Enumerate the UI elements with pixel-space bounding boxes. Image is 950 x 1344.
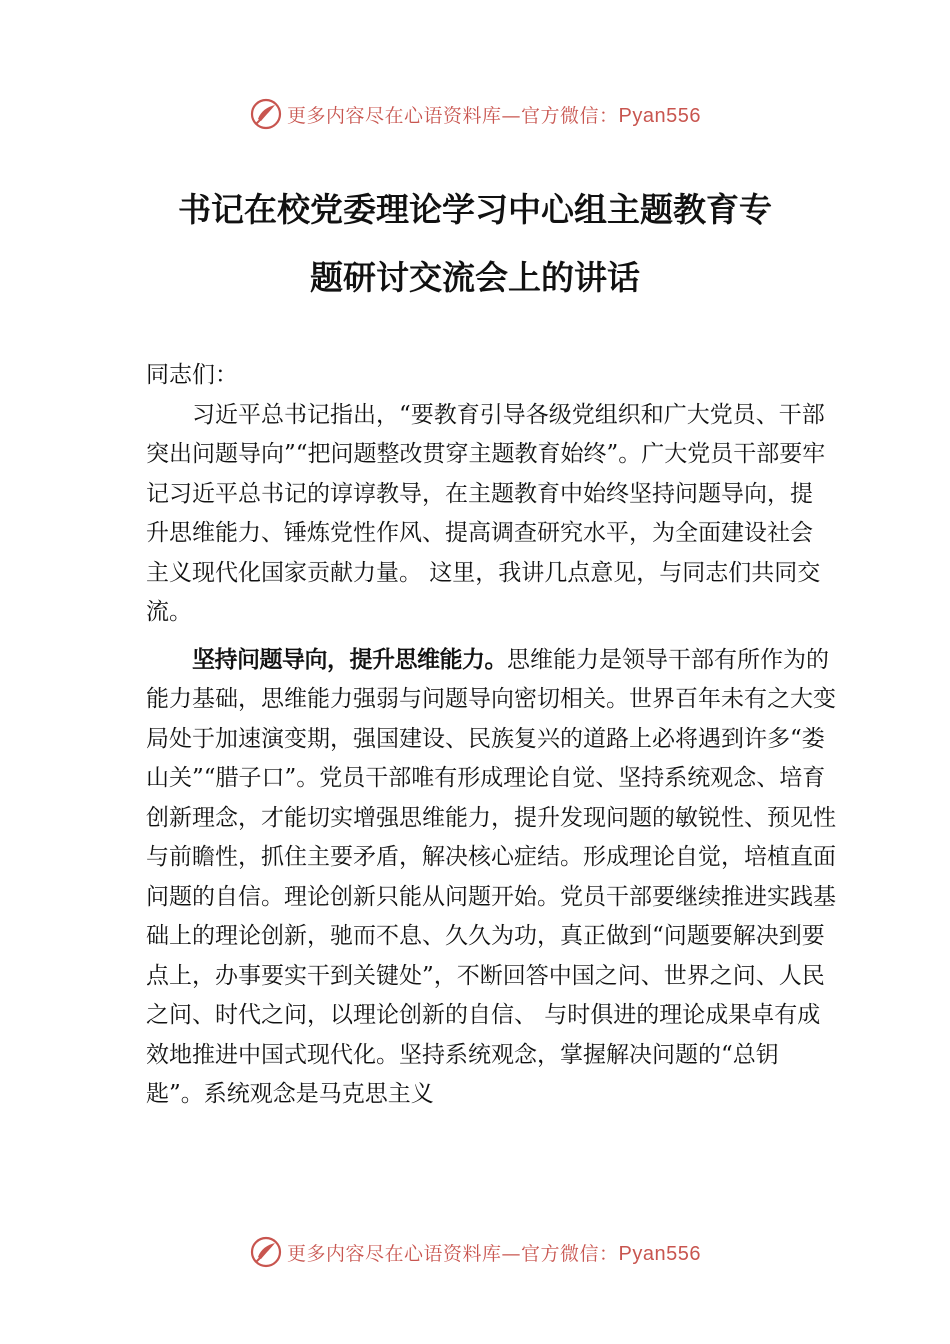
header-watermark [0, 94, 950, 134]
document-body [146, 356, 836, 1115]
pen-logo-icon [249, 1235, 283, 1269]
watermark-text: 更多内容尽在心语资料库—官方微信：Pyan556 [287, 1242, 701, 1265]
watermark-wechat-id: Pyan556 [618, 1242, 701, 1265]
paragraph-body-text: 思维能力是领导干部有所作为的能力基础，思维能力强弱与问题导向密切相关。世界百年未有之大变局处于加速演变期，强国建设、民族复兴的道路上必将遇到许多“娄山关”“腊子口”。党员干部唯有形成理论自觉、坚持系统观念、培育创新理念，才能切实增强思维能力，提升发现问题的敏锐性、预见性与前瞻性，抓住主要矛盾，解决核心症结。形成理论自觉，培植直面问题的自信。理论创新只能从问题开始。党员干部要继续推进实践基础上的理论创新，驰而不息、久久为功，真正做到“问题要解决到要点上，办事要实干到关键处”，不断回答中国之问、世界之问、人民之问、时代之问，以理论创新的自信、 与时俱进的理论成果卓有成效地推进中国式现代化。坚持系统观念，掌握解决问题的“总钥匙”。系统观念是马克思主义 [146, 646, 836, 1107]
pen-logo-icon [249, 97, 283, 131]
title-line-2: 题研讨交流会上的讲话 [310, 258, 640, 297]
paragraph-lead-heading: 坚持问题导向，提升思维能力。 [192, 646, 507, 673]
title-line-1: 书记在校党委理论学习中心组主题教育专 [178, 190, 772, 229]
salutation: 同志们： [146, 362, 238, 388]
watermark-text: 更多内容尽在心语资料库—官方微信：Pyan556 [287, 104, 701, 127]
document-title [90, 176, 860, 312]
paragraph-thinking-ability [146, 641, 836, 1115]
footer-watermark [0, 1232, 950, 1272]
paragraph-intro: 习近平总书记指出，“要教育引导各级党组织和广大党员、干部突出问题导向”“把问题整改贯穿主题教育始终”。广大党员干部要牢记习近平总书记的谆谆教导，在主题教育中始终坚持问题导向，提升思维能力、锤炼党性作风、提高调查研究水平，为全面建设社会主义现代化国家贡献力量。 这里，我讲几点意见，与同志们共同交流。 [146, 401, 826, 625]
watermark-wechat-id: Pyan556 [618, 104, 701, 127]
